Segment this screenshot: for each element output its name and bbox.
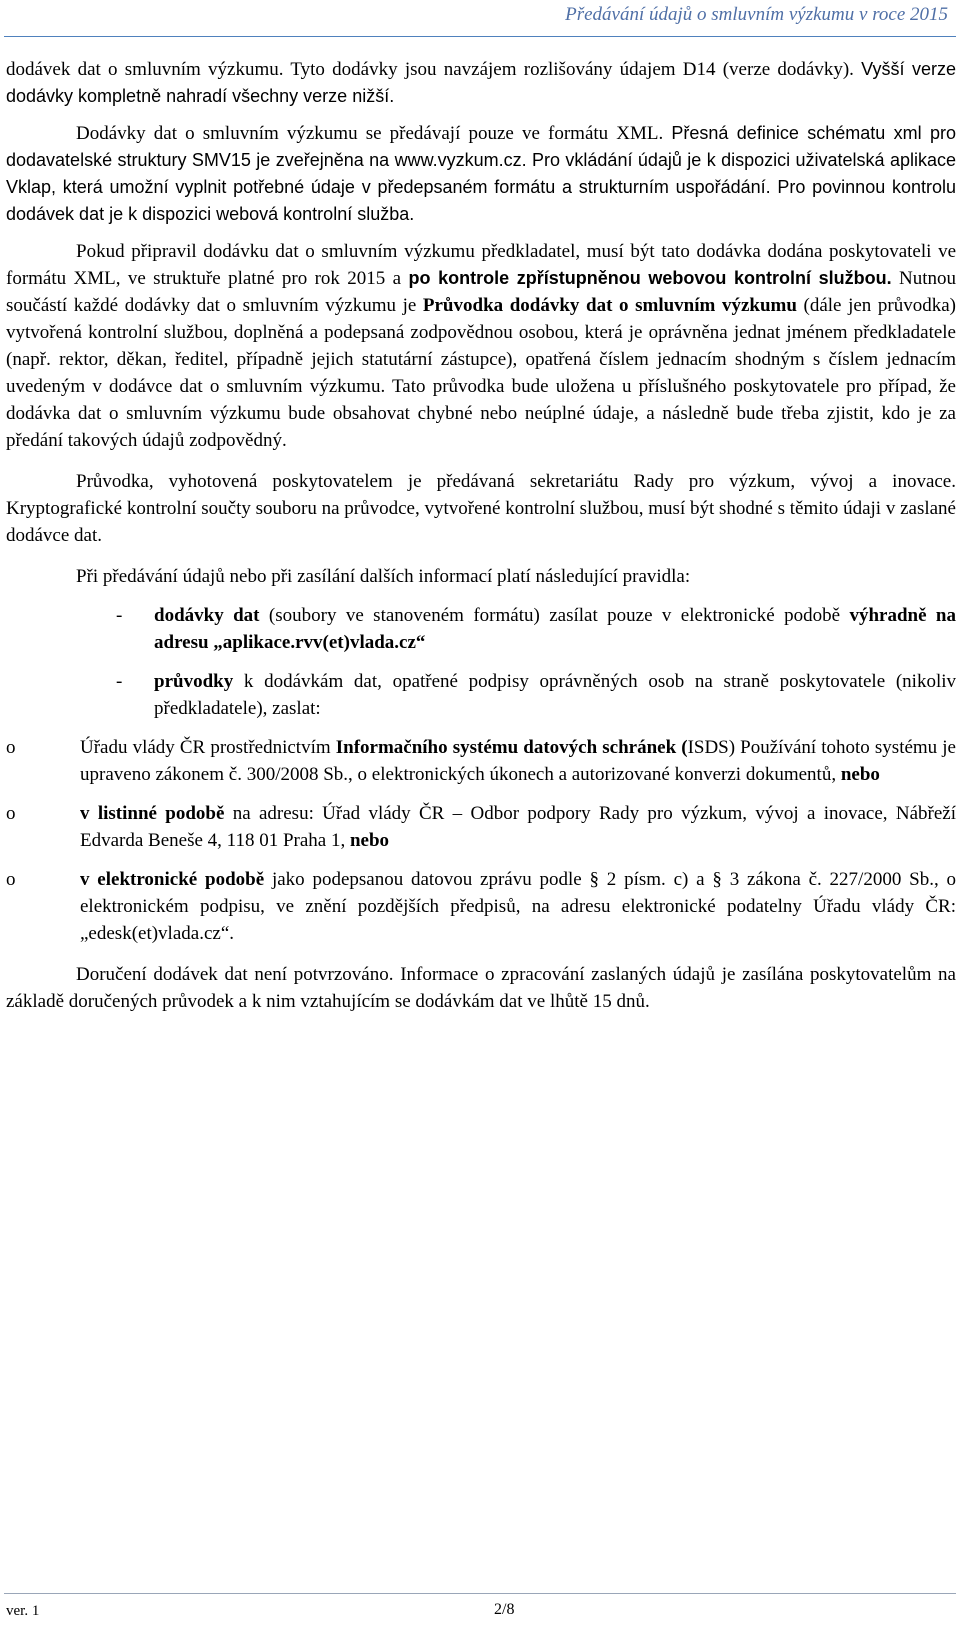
- paragraph-5: [6, 563, 956, 590]
- o-2-bold: v listinné podobě: [80, 803, 225, 824]
- dash-bullet: -: [116, 605, 123, 626]
- circle-bullet: o: [6, 869, 16, 890]
- dash-1-bold: dodávky dat: [154, 605, 260, 626]
- circle-bullet: o: [6, 803, 16, 824]
- footer-version: ver. 1: [6, 1603, 40, 1619]
- dash-1-text: (soubory ve stanoveném formátu) zasílat pouze v elektronické podobě: [259, 605, 850, 626]
- circle-list-item: [6, 800, 956, 854]
- circle-bullet: o: [6, 737, 16, 758]
- paragraph-2-text-3: Pro vkládání údajů je k dispozici uživatelská aplikace Vklap, která umožní vyplnit potřebné údaje v předepsaném formátu a strukturním uspořádání. Pro povinnou kontrolu dodávek dat je k dispozici webová kontrolní služba.: [6, 150, 956, 224]
- paragraph-3-text-3: (dále jen průvodka) vytvořená kontrolní službou, doplněná a podepsaná zodpovědnou osobou, která je oprávněna jednat jménem předkladatele (např. rektor, děkan, ředitel, případně jejich statutární zástupce), opatřená číslem jednacím shodným s číslem jednacím uvedeným v dodávce dat o smluvním výzkumu. Tato průvodka bude uložena u příslušného poskytovatele pro případ, že dodávka dat o smluvním výzkumu bude obsahovat chybné nebo neúplné údaje, a následně bude třeba zjistit, kdo je za předání takových údajů zodpovědný.: [6, 295, 956, 451]
- o-1-bold-2: nebo: [840, 764, 880, 785]
- o-3-text: jako podepsanou datovou zprávu podle § 2 písm. c) a § 3 zákona č. 227/2000 Sb., o elektronickém podpisu, ve znění pozdějších předpisů, na adresu elektronické podatelny Úřadu vlády ČR: „edesk(et)vlada.cz“.: [80, 869, 956, 944]
- paragraph-3: [6, 238, 956, 454]
- paragraph-2: [6, 120, 956, 228]
- paragraph-4: [6, 468, 956, 549]
- paragraph-3-bold-1: po kontrole zpřístupněnou webovou kontrolní službou.: [408, 268, 892, 288]
- o-2-bold-2: nebo: [349, 830, 390, 851]
- paragraph-1: [6, 56, 956, 110]
- paragraph-2-text: Dodávky dat o smluvním výzkumu se předávají pouze ve formátu XML.: [76, 123, 672, 144]
- paragraph-3-bold-2: Průvodka dodávky dat o smluvním výzkumu: [422, 295, 797, 316]
- paragraph-2-text-2: Přesná definice schématu xml pro dodavatelské struktury SMV15 je zveřejněna na: [6, 123, 957, 170]
- o-2-text: na adresu: Úřad vlády ČR – Odbor podpory Rady pro výzkum, vývoj a inovace, Nábřeží Edvarda Beneše 4, 118 01 Praha 1,: [80, 803, 956, 851]
- dash-list-item: [6, 668, 956, 722]
- paragraph-5-text: Při předávání údajů nebo při zasílání dalších informací platí následující pravidla:: [76, 566, 691, 587]
- dash-bullet: -: [116, 671, 123, 692]
- paragraph-3-text-2: Nutnou součástí každé dodávky dat o smluvním výzkumu je: [6, 268, 957, 316]
- footer-divider: [4, 1593, 956, 1594]
- paragraph-1-text-2: Vyšší verze dodávky kompletně nahradí všechny verze nižší.: [6, 59, 956, 106]
- circle-list-item: [6, 734, 956, 788]
- header-title: Předávání údajů o smluvním výzkumu v roce 2015: [565, 4, 948, 25]
- paragraph-6-text: Doručení dodávek dat není potvrzováno. Informace o zpracování zaslaných údajů je zasílána poskytovatelům na základě doručených průvodek a k nim vztahujícím se dodávkám dat ve lhůtě 15 dnů.: [6, 964, 956, 1012]
- page-header: [0, 0, 960, 42]
- o-1-text-2: ISDS) Používání tohoto systému je upraveno zákonem č. 300/2008 Sb., o elektronických úkonech a autorizované konverzi dokumentů,: [80, 737, 956, 785]
- header-divider: [4, 36, 956, 37]
- vyzkum-link[interactable]: www.vyzkum.cz.: [394, 150, 527, 170]
- o-3-bold: v elektronické podobě: [80, 869, 265, 890]
- circle-list-item: [6, 866, 956, 947]
- paragraph-1-text: dodávek dat o smluvním výzkumu. Tyto dodávky jsou navzájem rozlišovány údajem D14 (verze dodávky).: [6, 59, 862, 80]
- o-1-text: Úřadu vlády ČR prostřednictvím: [80, 737, 336, 758]
- page-number: 2/8: [494, 1601, 515, 1618]
- document-body: [6, 56, 956, 1015]
- dash-list-item: [6, 602, 956, 656]
- paragraph-3-text: Pokud připravil dodávku dat o smluvním výzkumu předkladatel, musí být tato dodávka dodána poskytovateli ve formátu XML, ve struktuře platné pro rok 2015 a: [6, 241, 956, 289]
- dash-2-bold: průvodky: [154, 671, 234, 692]
- o-1-bold: Informačního systému datových schránek (: [335, 737, 688, 758]
- paragraph-4-text: Průvodka, vyhotovená poskytovatelem je předávaná sekretariátu Rady pro výzkum, vývoj a inovace. Kryptografické kontrolní součty souboru na průvodce, vytvořené kontrolní službou, musí být shodné s těmito údaji v zaslané dodávce dat.: [6, 471, 956, 546]
- dash-2-text: k dodávkám dat, opatřené podpisy oprávněných osob na straně poskytovatele (nikoliv předkladatele), zaslat:: [154, 671, 956, 719]
- dash-1-bold-2: výhradně na adresu „aplikace.rvv(et)vlada.cz“: [154, 605, 956, 653]
- paragraph-6: [6, 961, 956, 1015]
